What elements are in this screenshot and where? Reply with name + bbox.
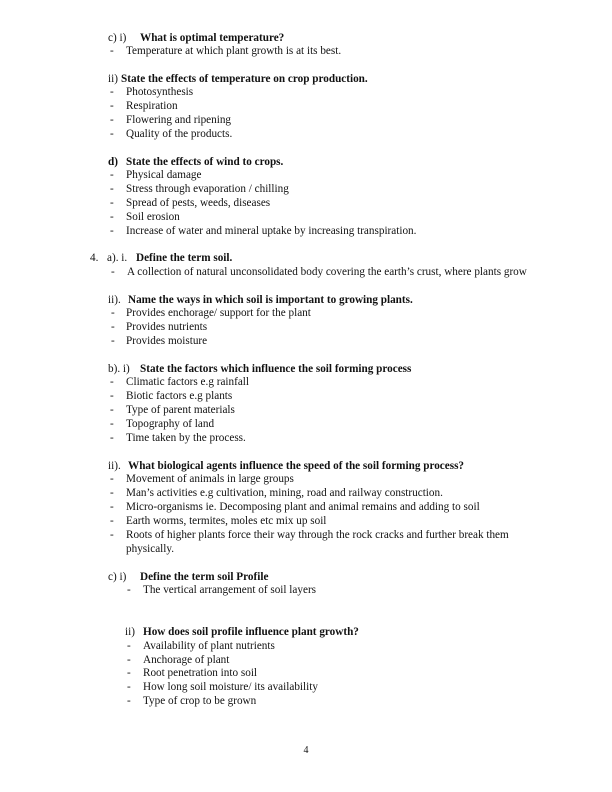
bullet-dash: -: [110, 404, 114, 416]
bullet-dash: -: [127, 667, 131, 679]
bullet-dash: -: [110, 100, 114, 112]
bullet-dash: -: [110, 376, 114, 388]
bullet-dash: -: [111, 266, 115, 278]
page-number: 4: [303, 745, 309, 756]
bullet-dash: -: [110, 501, 114, 513]
bullet-dash: -: [127, 584, 131, 596]
bullet-dash: -: [111, 335, 115, 347]
answer-item: How long soil moisture/ its availability: [143, 681, 318, 693]
bullet-dash: -: [111, 321, 115, 333]
question-text: State the effects of temperature on crop production.: [121, 73, 368, 85]
bullet-dash: -: [110, 473, 114, 485]
bullet-dash: -: [110, 487, 114, 499]
bullet-dash: -: [110, 390, 114, 402]
question-label: d): [108, 156, 118, 168]
answer-item: Flowering and ripening: [126, 114, 232, 126]
question-text: What biological agents influence the speed of the soil forming process?: [128, 460, 465, 472]
answer-item: Type of crop to be grown: [143, 695, 257, 707]
answer-item: Anchorage of plant: [143, 654, 230, 666]
answer-item: Roots of higher plants force their way through the rock cracks and further break them: [126, 529, 509, 541]
answer-item: Stress through evaporation / chilling: [126, 183, 289, 195]
bullet-dash: -: [111, 307, 115, 319]
bullet-dash: -: [110, 225, 114, 237]
answer-item: Root penetration into soil: [143, 667, 258, 679]
bullet-dash: -: [110, 169, 114, 181]
question-text: Define the term soil.: [136, 252, 233, 264]
answer-item: Quality of the products.: [126, 128, 233, 140]
answer-item: Temperature at which plant growth is at its best.: [126, 45, 342, 57]
answer-item: Earth worms, termites, moles etc mix up soil: [126, 515, 327, 527]
question-label: c) i): [108, 571, 127, 583]
question-label: c) i): [108, 32, 127, 44]
answer-item: Respiration: [126, 100, 178, 112]
bullet-dash: -: [127, 695, 131, 707]
bullet-dash: -: [127, 681, 131, 693]
answer-item: Movement of animals in large groups: [126, 473, 294, 485]
answer-item: Soil erosion: [126, 211, 180, 223]
question-text: What is optimal temperature?: [140, 32, 285, 44]
question-text: How does soil profile influence plant growth?: [143, 626, 359, 638]
answer-item: Biotic factors e.g plants: [126, 390, 233, 402]
question-label: ii).: [108, 460, 121, 472]
answer-item: A collection of natural unconsolidated body covering the earth’s crust, where plants grow: [127, 266, 527, 278]
answer-item: Provides nutrients: [126, 321, 208, 333]
question-number: 4.: [90, 252, 99, 264]
question-text: Name the ways in which soil is important to growing plants.: [128, 294, 413, 306]
question-label: ii).: [108, 294, 121, 306]
bullet-dash: -: [110, 432, 114, 444]
answer-item: Physical damage: [126, 169, 202, 181]
bullet-dash: -: [110, 128, 114, 140]
bullet-dash: -: [110, 197, 114, 209]
question-label: a). i.: [107, 252, 128, 264]
question-text: State the effects of wind to crops.: [126, 156, 284, 168]
answer-item: Climatic factors e.g rainfall: [126, 376, 250, 388]
answer-item: Topography of land: [126, 418, 215, 430]
question-label: b). i): [108, 363, 130, 375]
answer-item: Type of parent materials: [126, 404, 235, 416]
question-label: ii): [108, 73, 118, 85]
answer-item: Provides moisture: [126, 335, 208, 347]
bullet-dash: -: [110, 529, 114, 541]
bullet-dash: -: [110, 45, 114, 57]
answer-item: Time taken by the process.: [126, 432, 246, 444]
answer-item: The vertical arrangement of soil layers: [143, 584, 317, 596]
bullet-dash: -: [110, 86, 114, 98]
bullet-dash: -: [110, 114, 114, 126]
answer-item: Availability of plant nutrients: [143, 640, 275, 652]
bullet-dash: -: [127, 640, 131, 652]
bullet-dash: -: [110, 418, 114, 430]
question-label: ii): [125, 626, 135, 638]
answer-item: Spread of pests, weeds, diseases: [126, 197, 271, 209]
bullet-dash: -: [110, 211, 114, 223]
answer-item: Provides enchorage/ support for the plant: [126, 307, 311, 319]
question-text: Define the term soil Profile: [140, 571, 269, 583]
answer-item: Photosynthesis: [126, 86, 194, 98]
question-text: State the factors which influence the soil forming process: [140, 363, 412, 375]
bullet-dash: -: [110, 183, 114, 195]
answer-item: Man’s activities e.g cultivation, mining, road and railway construction.: [126, 487, 443, 499]
answer-item: Micro-organisms ie. Decomposing plant and animal remains and adding to soil: [126, 501, 480, 513]
answer-item-continuation: physically.: [126, 543, 175, 555]
answer-item: Increase of water and mineral uptake by increasing transpiration.: [126, 225, 417, 237]
bullet-dash: -: [127, 654, 131, 666]
bullet-dash: -: [110, 515, 114, 527]
